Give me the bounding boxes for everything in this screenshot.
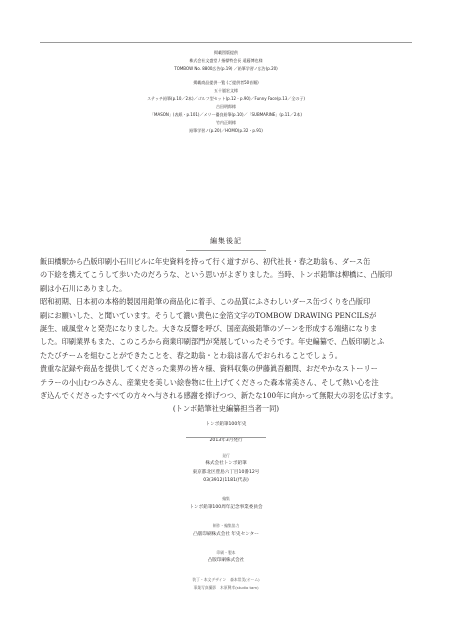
afterword-line: ぎ込んでくださったすべての方々へ与される感謝を捧げつつ、新たな100年に向かって無限大の羽を広げます。 [40, 391, 398, 401]
production-label: 制作・編集協力 [212, 523, 240, 529]
image-credits [0, 49, 452, 135]
afterword-line: した。印刷業界もまた、このころから商業印刷部門が発展していったそうです。年史編纂で、凸版印刷とふ [40, 337, 385, 347]
printing-label: 印刷・製本 [216, 550, 236, 556]
publisher-label: 発行 [222, 452, 230, 458]
afterword-body [40, 255, 412, 416]
editor-label: 編集 [222, 496, 230, 502]
staff-photo: 事業写真撮影 木原興幸(studio tam) [193, 585, 259, 591]
book-title: トンボ鉛筆100年史 [205, 422, 247, 427]
credit-line: 古田明郎様 [216, 104, 236, 109]
colophon-rule-top [186, 437, 266, 438]
colophon [0, 421, 452, 593]
publish-date: 2013年3月発行 [209, 438, 243, 444]
credit-line: ステッチ鉛筆(p.10／2本)／ゴルフ型セット(p.12・p.90)／Funny Face(p.13／全の子) [147, 96, 305, 101]
publisher-address: 東京都北区豊島六丁目10番12号 [192, 469, 260, 475]
credit-label: 掲載商品提供一覧 (ご提供者50音順) [193, 80, 259, 85]
afterword-line: たたびチームを組むことができたことを、春之助翁・とわ翁は喜んでおられることでしょう。 [40, 350, 342, 360]
credit-line: 「MASON」(表紙・p.101)／メリー優良鉛筆(p.10)／「SUBMARINE」(p.11／2本) [150, 112, 302, 117]
credit-label: 掲載図版提供 [214, 50, 238, 55]
afterword-heading-rule [186, 250, 266, 251]
afterword-line: 誕生、戚風堂々と発売になりました。大きな反響を呼び、国産高級鉛筆のゾーンを形成する端緒になりま [40, 324, 378, 334]
afterword-line: 飯田橋駅から凸版印刷小石川ビルに年史資料を持って行く道すがら、初代社長・春之助翁も、ダース缶 [40, 257, 371, 266]
afterword-line: の下絵を携えてこうして歩いたのだろうな、という思いがよぎりました。当時、トンボ鉛筆は柳橋に、凸版印 [40, 270, 393, 280]
credit-line: 五十嵐宏文様 [214, 88, 238, 93]
afterword-line: 昭和初期、日本初の本格的製図用鉛筆の商品化に着手、この品質にふさわしいダース缶づくりを凸版印 [40, 297, 371, 307]
afterword-line: テラーの小山むつみさん、産業史を美しい絵巻物に仕上げてくださった森本常美さん、そして熱い心を注 [40, 377, 379, 387]
afterword-heading: 編集後記 [210, 237, 242, 245]
staff-design: 装丁・本文デザイン 森本常美(オーム) [192, 576, 260, 582]
editor-name: トンボ鉛筆100周年記念事業委員会 [189, 504, 263, 510]
credit-line: 鉛筆学習ノ(p.20)／HOMO(p.32・p.91) [189, 128, 263, 133]
credit-line: TOMBOW No. 8800広告(p.19) ／鉛筆学習ノ広告(p.20) [174, 66, 278, 71]
afterword-line: 刷にお願いした、と聞いています。そうして濃い黄色に金箔文字のTOMBOW DRAWING PENCILSが [40, 310, 377, 320]
top-rule [40, 42, 412, 43]
credit-line: 株式会社文盛堂 / 指標特会長 遠藤博也様 [189, 58, 263, 63]
credit-line: 竹内正則様 [216, 120, 236, 125]
afterword-signature: (トンボ鉛筆社史編纂担当者一同) [172, 404, 280, 414]
printing-name: 凸版印刷株式会社 [207, 558, 245, 564]
afterword-line: 刷は小石川にありました。 [40, 283, 127, 293]
publisher-phone: 03(3912)1181(代表) [203, 478, 249, 484]
publisher-name: 株式会社トンボ鉛筆 [205, 461, 247, 467]
afterword-line: 貴重な記録や商品を提供してくださった業界の皆々様、資料収集の伊藤眞吾顧問、おだやかなストーリー [40, 364, 378, 374]
production-name: 凸版印刷株式会社 年史センター [193, 531, 259, 537]
